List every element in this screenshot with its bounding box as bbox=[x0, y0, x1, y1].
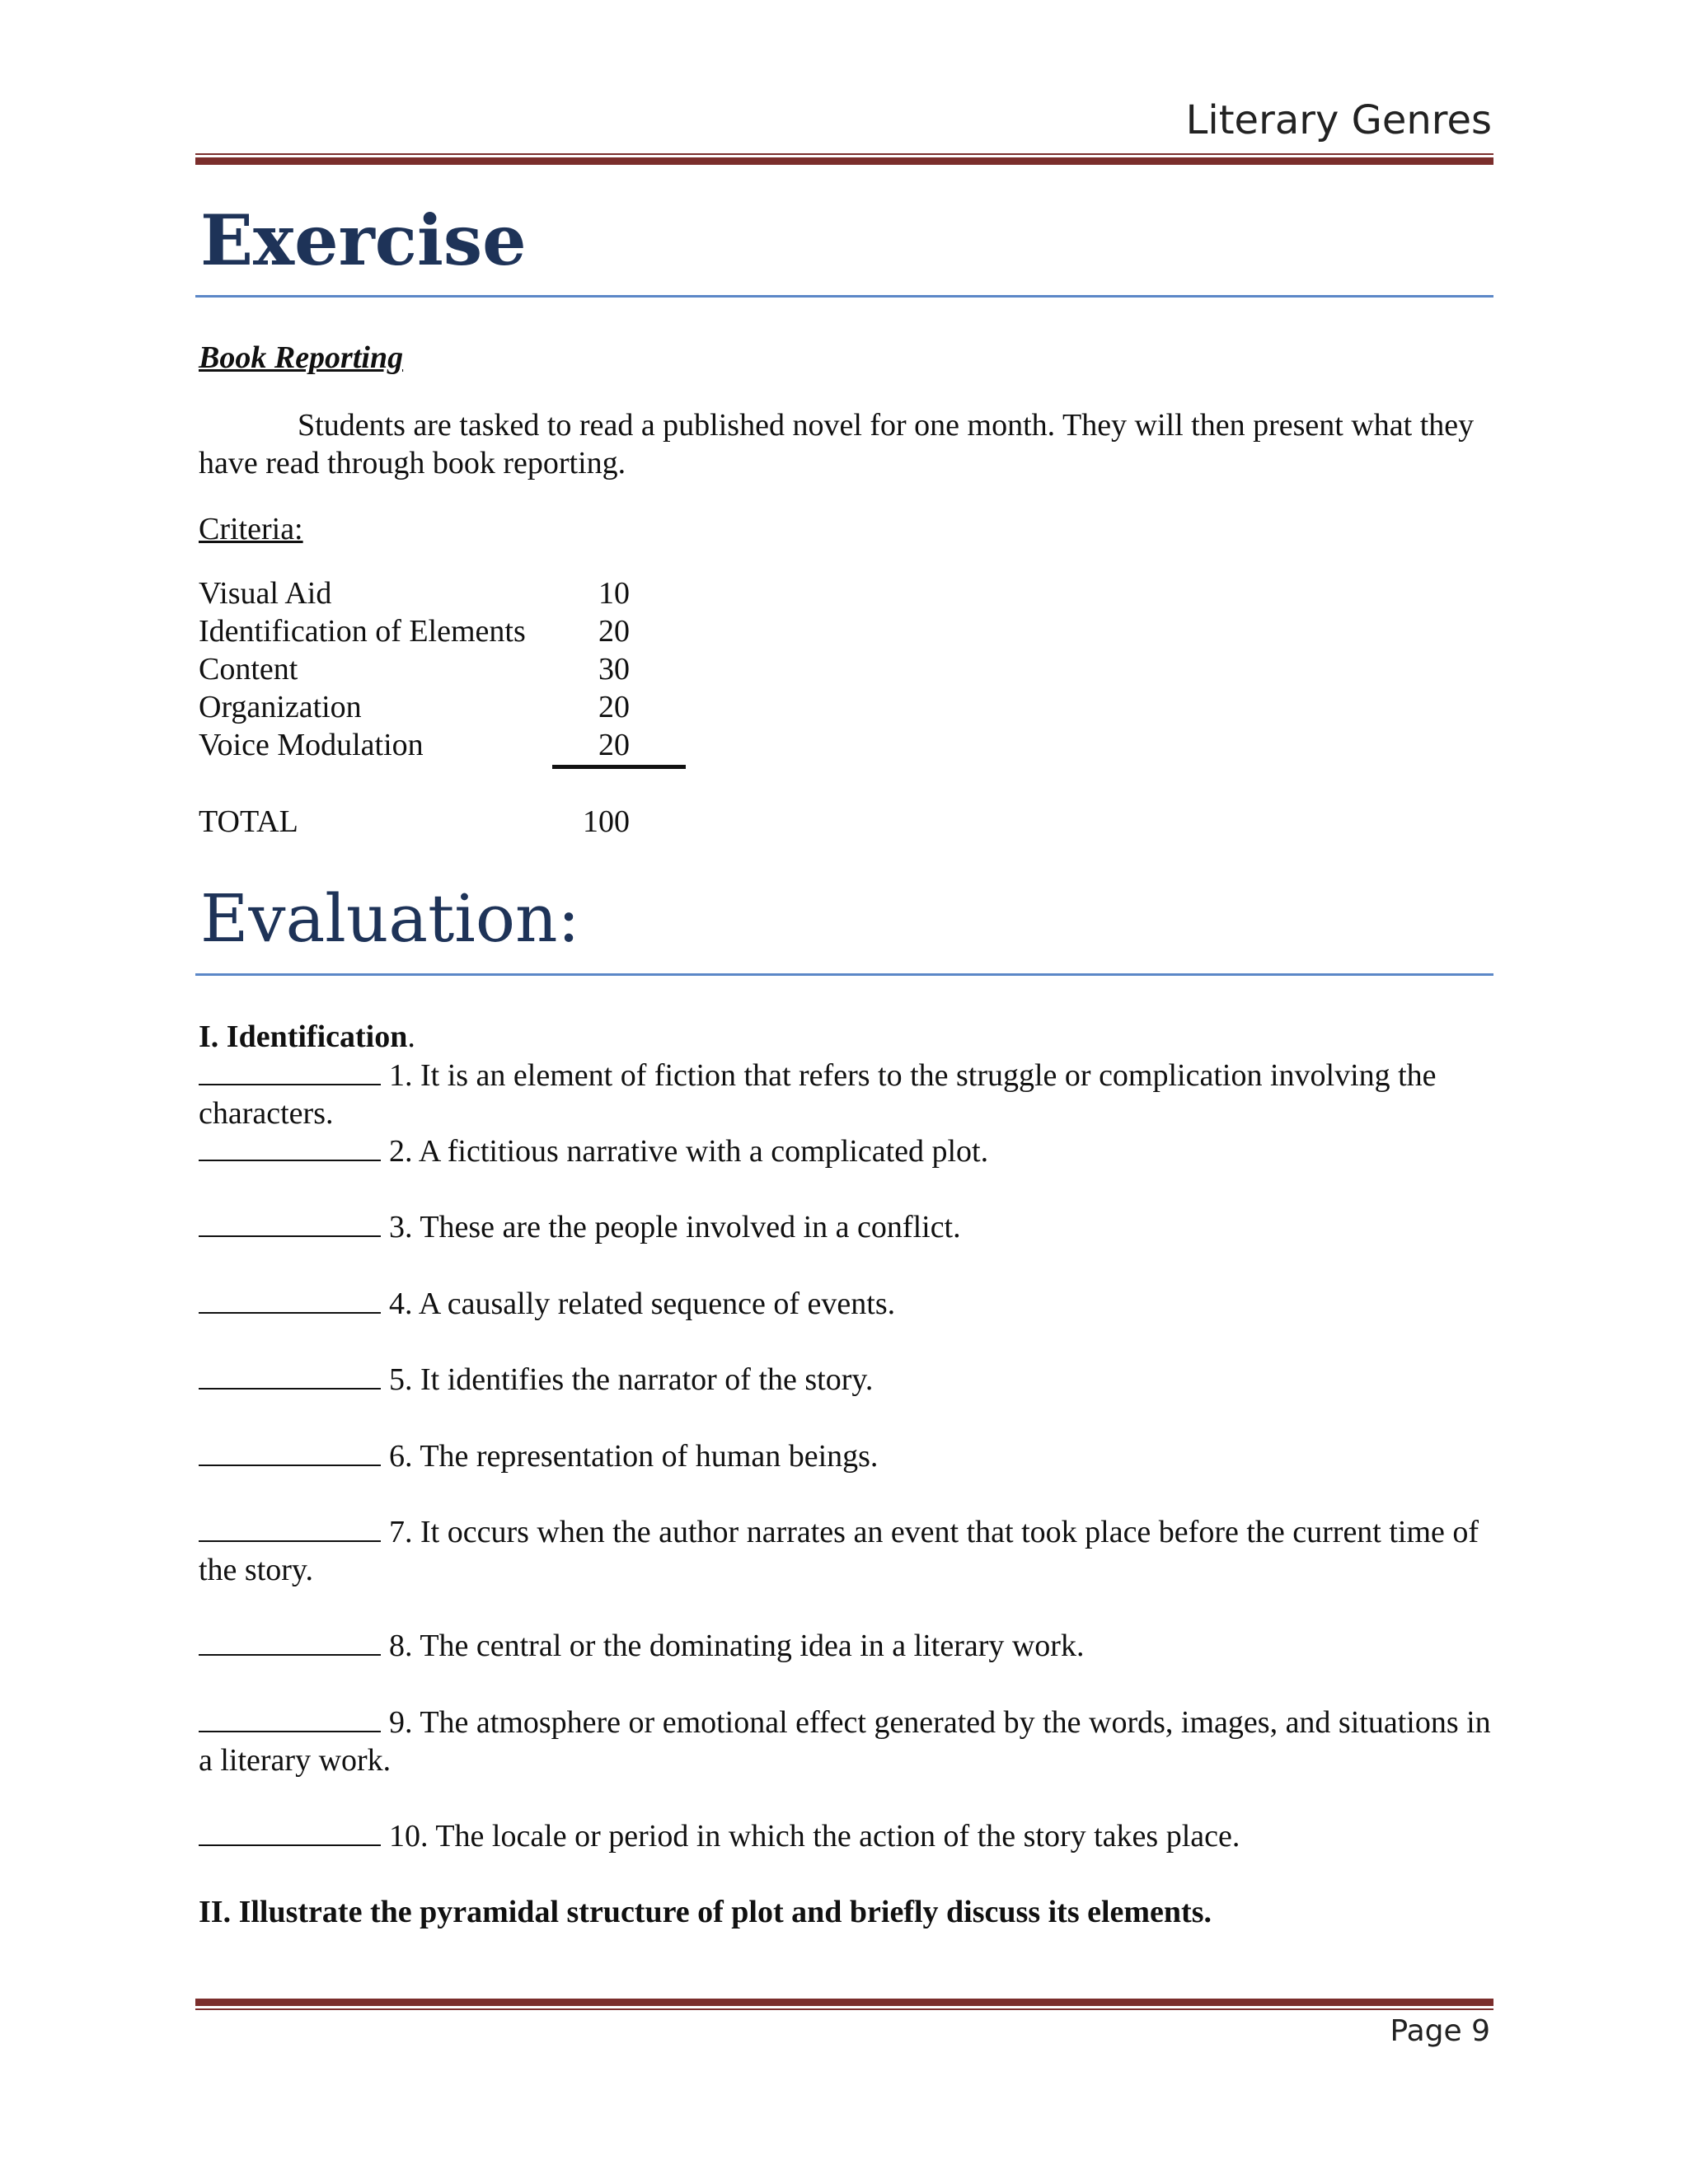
answer-blank[interactable] bbox=[199, 1286, 381, 1314]
question-item: 9. The atmosphere or emotional effect generated by the words, images, and situations in a literary work. bbox=[199, 1705, 1491, 1778]
criteria-points: 20 bbox=[598, 614, 630, 649]
answer-blank[interactable] bbox=[199, 1209, 381, 1237]
answer-blank[interactable] bbox=[199, 1818, 381, 1846]
total-points: 100 bbox=[583, 804, 630, 839]
answer-blank[interactable] bbox=[199, 1704, 381, 1732]
header-rule-thin bbox=[195, 153, 1493, 155]
question-item: 3. These are the people involved in a conflict. bbox=[199, 1208, 1509, 1246]
criteria-label: Criteria: bbox=[199, 512, 303, 546]
criteria-points: 20 bbox=[598, 728, 630, 762]
answer-blank[interactable] bbox=[199, 1133, 381, 1161]
criteria-name: Identification of Elements bbox=[199, 614, 526, 649]
question-item: 2. A fictitious narrative with a complicated plot. bbox=[199, 1132, 1509, 1170]
evaluation-heading-rule bbox=[195, 973, 1493, 976]
page-number: Page 9 bbox=[1390, 2014, 1490, 2048]
answer-blank[interactable] bbox=[199, 1438, 381, 1466]
question-item: 7. It occurs when the author narrates an event that took place before the current time of the story. bbox=[199, 1515, 1479, 1587]
evaluation-heading: Evaluation: bbox=[200, 880, 580, 957]
criteria-name: Voice Modulation bbox=[199, 728, 424, 762]
answer-blank[interactable] bbox=[199, 1057, 381, 1085]
criteria-name: Organization bbox=[199, 690, 362, 724]
criteria-points: 20 bbox=[598, 690, 630, 724]
book-reporting-subheading: Book Reporting bbox=[199, 340, 404, 375]
criteria-points: 10 bbox=[598, 576, 630, 611]
part2-title: II. Illustrate the pyramidal structure of plot and briefly discuss its elements. bbox=[199, 1895, 1212, 1929]
answer-blank[interactable] bbox=[199, 1628, 381, 1656]
answer-blank[interactable] bbox=[199, 1514, 381, 1542]
total-underline bbox=[552, 765, 686, 769]
total-label: TOTAL bbox=[199, 804, 298, 839]
question-item: 10. The locale or period in which the action of the story takes place. bbox=[199, 1817, 1509, 1855]
question-item: 6. The representation of human beings. bbox=[199, 1437, 1509, 1475]
question-item: 4. A causally related sequence of events. bbox=[199, 1285, 1509, 1323]
exercise-heading-rule bbox=[195, 295, 1493, 298]
footer-rule-thick bbox=[195, 1999, 1493, 2006]
question-item: 1. It is an element of fiction that refers to the struggle or complication involving the characters. bbox=[199, 1058, 1437, 1131]
part1-title: I. Identification. bbox=[199, 1019, 415, 1054]
header-rule-thick bbox=[195, 157, 1493, 165]
running-header-title: Literary Genres bbox=[1185, 97, 1492, 143]
footer-rule-thin bbox=[195, 2008, 1493, 2010]
question-item: 5. It identifies the narrator of the story. bbox=[199, 1361, 1509, 1399]
criteria-name: Visual Aid bbox=[199, 576, 332, 611]
question-item: 8. The central or the dominating idea in a literary work. bbox=[199, 1627, 1509, 1665]
exercise-paragraph: Students are tasked to read a published novel for one month. They will then present what they have read through book reporting. bbox=[199, 408, 1475, 480]
exercise-heading: Exercise bbox=[200, 199, 527, 281]
criteria-name: Content bbox=[199, 652, 298, 687]
answer-blank[interactable] bbox=[199, 1361, 381, 1390]
criteria-points: 30 bbox=[598, 652, 630, 687]
